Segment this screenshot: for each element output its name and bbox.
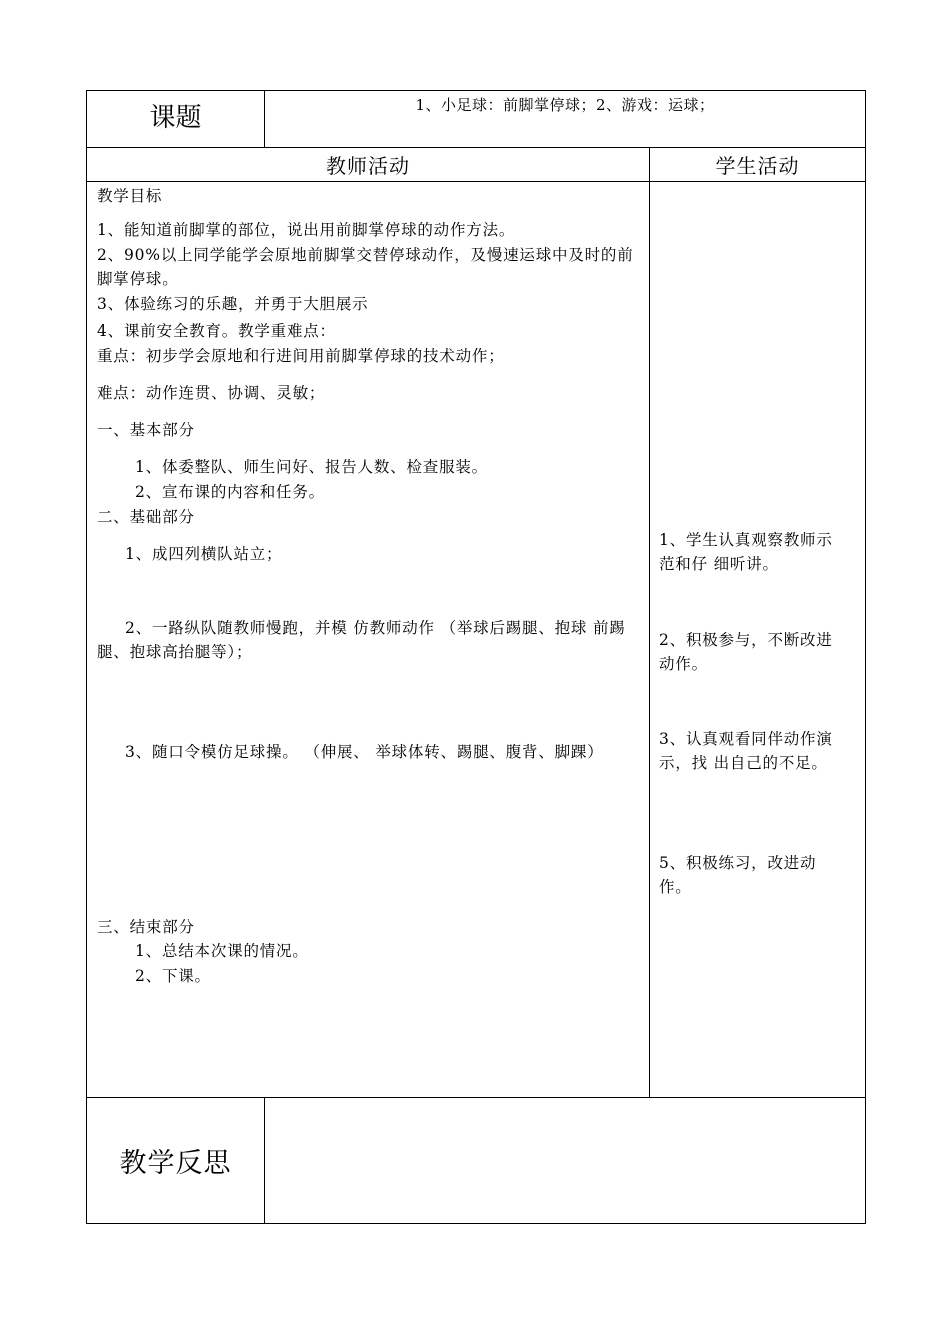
reflection-label: 教学反思	[87, 1098, 265, 1224]
reflection-row	[87, 1098, 866, 1224]
student-item-1: 1、学生认真观察教师示范和仔 细听讲。	[659, 531, 833, 573]
title-value: 1、小足球：前脚掌停球；2、游戏：运球；	[265, 91, 866, 148]
part2-heading: 二、基础部分	[97, 508, 195, 526]
lesson-plan-table	[86, 90, 866, 1224]
difficult-point: 难点：动作连贯、协调、灵敏；	[97, 384, 326, 402]
part1-item-2: 2、宣布课的内容和任务。	[135, 483, 325, 501]
key-point: 重点：初步学会原地和行进间用前脚掌停球的技术动作；	[97, 347, 505, 365]
title-label: 课题	[87, 91, 265, 148]
student-item-3: 3、认真观看同伴动作演示，找 出自己的不足。	[659, 730, 833, 772]
objective-1: 1、能知道前脚掌的部位，说出用前脚掌停球的动作方法。	[97, 221, 516, 239]
title-row	[87, 91, 866, 148]
teacher-activity-header: 教师活动	[87, 148, 650, 182]
part2-item-3: 3、随口令模仿足球操。 （伸展、 举球体转、踢腿、腹背、脚踝）	[125, 743, 604, 761]
column-header-row	[87, 148, 866, 182]
objectives-heading: 教学目标	[97, 187, 163, 205]
reflection-content[interactable]	[265, 1098, 866, 1224]
part3-item-1: 1、总结本次课的情况。	[135, 942, 309, 960]
part2-item-1: 1、成四列横队站立；	[125, 545, 283, 563]
part3-item-2: 2、下课。	[135, 967, 211, 985]
objective-4: 4、课前安全教育。教学重难点：	[97, 322, 336, 340]
objective-2: 2、90%以上同学能学会原地前脚掌交替停球动作，及慢速运球中及时的前脚掌停球。	[97, 246, 634, 288]
teacher-activity-cell	[87, 182, 650, 1098]
part1-item-1: 1、体委整队、师生问好、报告人数、检查服装。	[135, 458, 488, 476]
part3-heading: 三、结束部分	[97, 918, 195, 936]
part1-heading: 一、基本部分	[97, 421, 195, 439]
activity-row	[87, 182, 866, 1098]
part2-item-2: 2、一路纵队随教师慢跑，并模 仿教师动作 （举球后踢腿、抱球 前踢腿、抱球高抬腿等）；	[97, 619, 626, 661]
student-item-2: 2、积极参与，不断改进动作。	[659, 631, 833, 673]
objective-3: 3、体验练习的乐趣，并勇于大胆展示	[97, 295, 369, 313]
student-activity-header: 学生活动	[650, 148, 866, 182]
student-activity-cell	[650, 182, 866, 1098]
student-item-5: 5、积极练习，改进动作。	[659, 854, 817, 896]
